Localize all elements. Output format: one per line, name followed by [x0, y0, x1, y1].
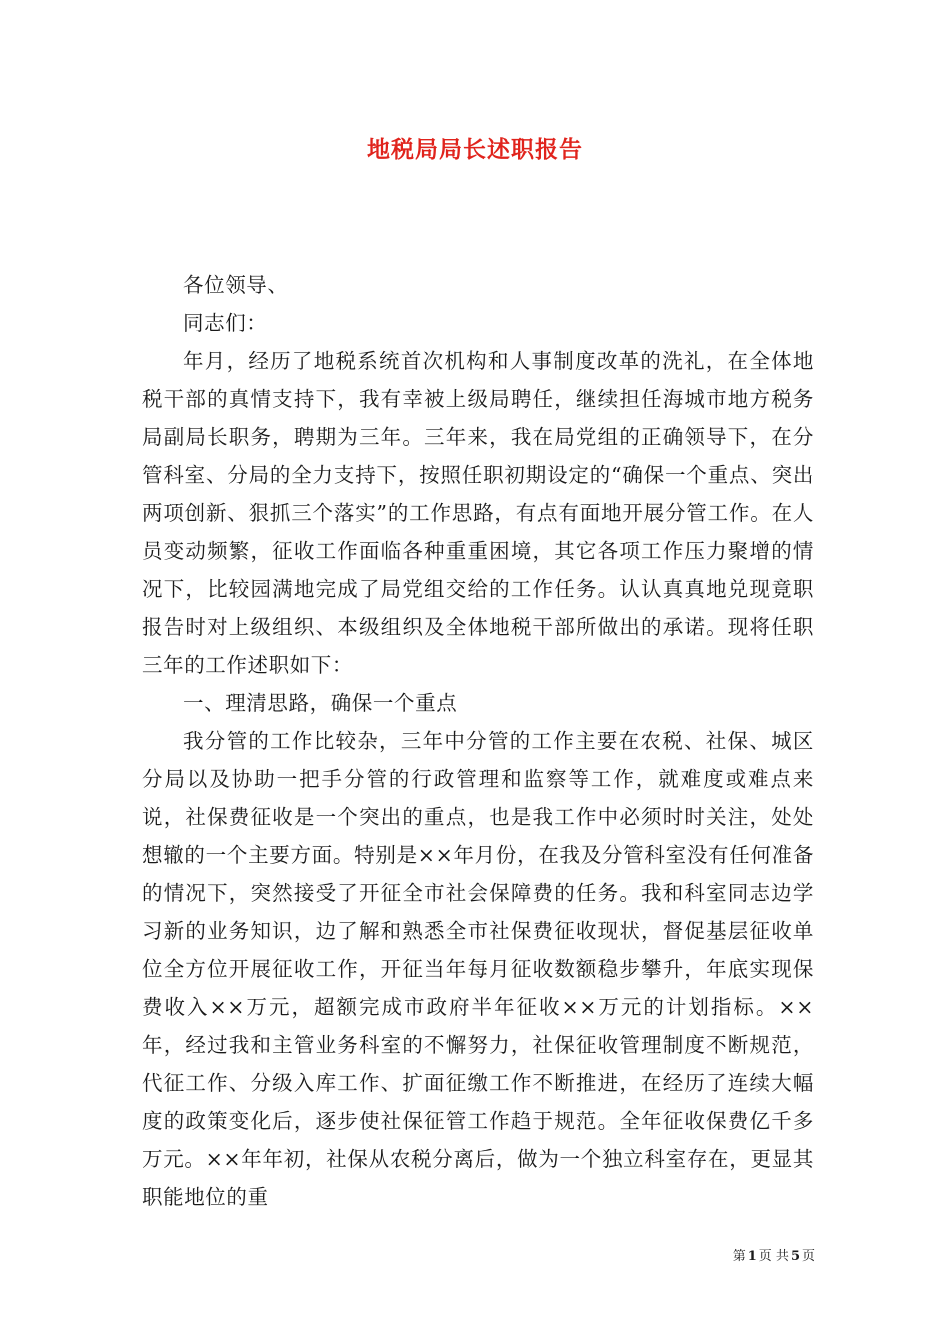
section-heading-1: 一、理清思路，确保一个重点	[183, 691, 458, 715]
total-pages-number: 5	[790, 1249, 800, 1264]
salutation-line-1: 各位领导、	[183, 273, 289, 297]
section-1-paragraph: 我分管的工作比较杂，三年中分管的工作主要在农税、社保、城区分局以及协助一把手分管的行政管理和监察等工作，就难度或难点来说，社保费征收是一个突出的重点，也是我工作中必须时时关注，处处想辙的一个主要方面。特别是××年月份，在我及分管科室没有任何准备的情况下，突然接受了开征全市社会保障费的任务。我和科室同志边学习新的业务知识，边了解和熟悉全市社保费征收现状，督促基层征收单位全方位开展征收工作，开征当年每月征收数额稳步攀升，年底实现保费收入××万元，超额完成市政府半年征收××万元的计划指标。××年，经过我和主管业务科室的不懈努力，社保征收管理制度不断规范，代征工作、分级入库工作、扩面征缴工作不断推进，在经历了连续大幅度的政策变化后，逐步使社保征管工作趋于规范。全年征收保费亿千多万元。××年年初，社保从农税分离后，做为一个独立科室存在，更显其职能地位的重	[142, 729, 814, 1209]
page-prefix: 第	[732, 1249, 746, 1264]
salutation-line-2: 同志们：	[183, 311, 268, 335]
current-page-number: 1	[747, 1249, 757, 1264]
document-title: 地税局局长述职报告	[367, 136, 583, 163]
page-suffix: 页	[801, 1249, 815, 1264]
page-mid: 页 共	[758, 1249, 789, 1264]
document-body	[142, 266, 814, 1216]
intro-paragraph: 年月，经历了地税系统首次机构和人事制度改革的洗礼，在全体地税干部的真情支持下，我有幸被上级局聘任，继续担任海城市地方税务局副局长职务，聘期为三年。三年来，我在局党组的正确领导下，在分管科室、分局的全力支持下，按照任职初期设定的“确保一个重点、突出两项创新、狠抓三个落实”的工作思路，有点有面地开展分管工作。在人员变动频繁，征收工作面临各种重重困境，其它各项工作压力聚增的情况下，比较园满地完成了局党组交给的工作任务。认认真真地兑现竟职报告时对上级组织、本级组织及全体地税干部所做出的承诺。现将任职三年的工作述职如下：	[142, 349, 814, 677]
page-footer	[705, 1248, 815, 1266]
